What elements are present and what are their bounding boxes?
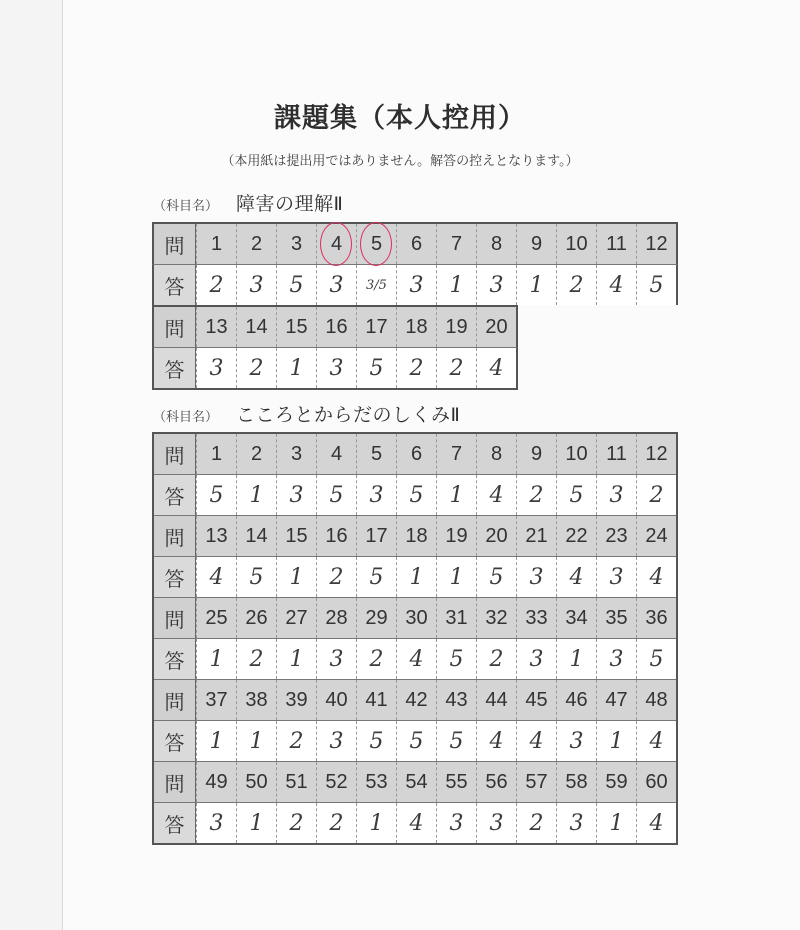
question-number: 34 [556, 598, 596, 638]
answer-value: 5 [276, 265, 316, 305]
question-number: 6 [396, 434, 436, 474]
answer-value: 1 [196, 639, 236, 679]
question-number: 35 [596, 598, 636, 638]
question-number: 52 [316, 762, 356, 802]
answer-value: 1 [396, 557, 436, 597]
answer-value: 4 [396, 639, 436, 679]
question-number: 27 [276, 598, 316, 638]
answer-value: 4 [516, 721, 556, 761]
answer-value: 3 [556, 721, 596, 761]
question-number: 19 [436, 516, 476, 556]
answer-value: 2 [516, 475, 556, 515]
answer-value: 4 [636, 557, 676, 597]
question-number: 26 [236, 598, 276, 638]
question-number: 11 [596, 224, 636, 264]
subject-heading-1 [153, 189, 343, 215]
answer-value: 4 [636, 721, 676, 761]
question-number: 3 [276, 434, 316, 474]
question-number: 38 [236, 680, 276, 720]
question-number: 12 [636, 434, 676, 474]
answer-value: 3 [196, 348, 236, 388]
question-number: 51 [276, 762, 316, 802]
answer-value: 3/5 [356, 265, 396, 305]
answer-value: 5 [356, 721, 396, 761]
answer-table-2 [152, 432, 678, 845]
answer-value: 4 [196, 557, 236, 597]
question-header: 問 [154, 680, 196, 720]
question-number: 9 [516, 434, 556, 474]
answer-value: 5 [636, 639, 676, 679]
subject-name: こころとからだのしくみⅡ [236, 404, 461, 426]
question-number: 40 [316, 680, 356, 720]
question-number: 46 [556, 680, 596, 720]
question-number: 11 [596, 434, 636, 474]
answer-value: 3 [316, 265, 356, 305]
question-number: 20 [476, 516, 516, 556]
answer-header: 答 [154, 721, 196, 761]
question-number: 60 [636, 762, 676, 802]
answer-header: 答 [154, 475, 196, 515]
question-header: 問 [154, 307, 196, 347]
answer-value: 1 [356, 803, 396, 843]
question-number: 8 [476, 434, 516, 474]
answer-value: 3 [236, 265, 276, 305]
answer-value: 1 [556, 639, 596, 679]
question-number: 24 [636, 516, 676, 556]
answer-value: 3 [196, 803, 236, 843]
question-number: 16 [316, 516, 356, 556]
question-number: 19 [436, 307, 476, 347]
answer-value: 1 [236, 803, 276, 843]
answer-value: 5 [476, 557, 516, 597]
question-number: 4 [316, 434, 356, 474]
answer-value: 3 [356, 475, 396, 515]
answer-header: 答 [154, 348, 196, 388]
answer-value: 5 [636, 265, 676, 305]
answer-value: 3 [596, 557, 636, 597]
answer-value: 4 [476, 475, 516, 515]
answer-value: 2 [236, 639, 276, 679]
answer-header: 答 [154, 803, 196, 843]
answer-value: 2 [316, 803, 356, 843]
answer-row [154, 638, 676, 679]
answer-value: 4 [636, 803, 676, 843]
answer-value: 3 [596, 639, 636, 679]
question-header: 問 [154, 516, 196, 556]
answer-value: 1 [596, 803, 636, 843]
answer-value: 5 [356, 557, 396, 597]
question-number: 58 [556, 762, 596, 802]
answer-value: 3 [396, 265, 436, 305]
answer-row [154, 474, 676, 515]
question-number: 25 [196, 598, 236, 638]
question-header: 問 [154, 434, 196, 474]
question-number: 15 [276, 516, 316, 556]
question-number: 22 [556, 516, 596, 556]
question-number: 44 [476, 680, 516, 720]
question-number: 48 [636, 680, 676, 720]
answer-value: 5 [396, 475, 436, 515]
question-number: 31 [436, 598, 476, 638]
question-number: 39 [276, 680, 316, 720]
question-number: 21 [516, 516, 556, 556]
question-number: 29 [356, 598, 396, 638]
question-number: 10 [556, 434, 596, 474]
question-number: 2 [236, 224, 276, 264]
question-number-row [154, 679, 676, 720]
question-number: 43 [436, 680, 476, 720]
question-number: 2 [236, 434, 276, 474]
answer-value: 1 [236, 475, 276, 515]
question-number: 47 [596, 680, 636, 720]
question-number: 30 [396, 598, 436, 638]
answer-value: 3 [596, 475, 636, 515]
subject-name: 障害の理解Ⅱ [236, 193, 344, 215]
answer-value: 2 [516, 803, 556, 843]
answer-value: 3 [276, 475, 316, 515]
answer-value: 1 [276, 639, 316, 679]
answer-value: 5 [556, 475, 596, 515]
answer-value: 2 [636, 475, 676, 515]
subject-heading-2 [153, 400, 460, 426]
answer-value: 2 [276, 721, 316, 761]
answer-value: 5 [196, 475, 236, 515]
answer-value: 2 [476, 639, 516, 679]
answer-row [152, 264, 678, 305]
question-number: 54 [396, 762, 436, 802]
question-number-row [152, 305, 518, 347]
question-number-row [154, 597, 676, 638]
question-number: 4 [316, 224, 356, 264]
question-number-row [154, 515, 676, 556]
answer-value: 4 [476, 721, 516, 761]
answer-value: 1 [436, 557, 476, 597]
question-number: 5 [356, 224, 396, 264]
page-subtitle: （本用紙は提出用ではありません。解答の控えとなります。） [221, 154, 579, 169]
answer-value: 3 [476, 803, 516, 843]
question-number: 17 [356, 307, 396, 347]
answer-value: 3 [476, 265, 516, 305]
question-number: 7 [436, 224, 476, 264]
question-number: 5 [356, 434, 396, 474]
question-number: 57 [516, 762, 556, 802]
answer-value: 3 [516, 639, 556, 679]
question-number: 41 [356, 680, 396, 720]
question-number: 50 [236, 762, 276, 802]
answer-table-1 [152, 222, 678, 390]
answer-value: 2 [316, 557, 356, 597]
question-number: 8 [476, 224, 516, 264]
answer-value: 3 [556, 803, 596, 843]
question-number-row [152, 222, 678, 264]
answer-value: 2 [196, 265, 236, 305]
question-number: 59 [596, 762, 636, 802]
question-number: 56 [476, 762, 516, 802]
answer-row [154, 556, 676, 597]
question-number: 1 [196, 434, 236, 474]
answer-value: 1 [236, 721, 276, 761]
question-number: 32 [476, 598, 516, 638]
answer-value: 1 [436, 265, 476, 305]
question-header: 問 [154, 598, 196, 638]
answer-value: 3 [436, 803, 476, 843]
answer-value: 4 [596, 265, 636, 305]
subject-label: （科目名） [153, 199, 219, 214]
question-number: 13 [196, 307, 236, 347]
question-number: 15 [276, 307, 316, 347]
question-number: 3 [276, 224, 316, 264]
question-number: 13 [196, 516, 236, 556]
answer-value: 5 [436, 639, 476, 679]
answer-row [152, 347, 518, 390]
question-number: 45 [516, 680, 556, 720]
question-number: 7 [436, 434, 476, 474]
question-header: 問 [154, 762, 196, 802]
answer-value: 1 [276, 557, 316, 597]
answer-value: 2 [276, 803, 316, 843]
question-number: 18 [396, 307, 436, 347]
answer-value: 5 [316, 475, 356, 515]
answer-value: 2 [436, 348, 476, 388]
page-title: 課題集（本人控用） [274, 103, 526, 134]
answer-value: 4 [476, 348, 516, 388]
question-number: 55 [436, 762, 476, 802]
answer-value: 5 [356, 348, 396, 388]
question-number: 17 [356, 516, 396, 556]
answer-value: 4 [396, 803, 436, 843]
answer-value: 5 [236, 557, 276, 597]
question-number: 6 [396, 224, 436, 264]
answer-value: 5 [436, 721, 476, 761]
question-number: 42 [396, 680, 436, 720]
question-number: 14 [236, 516, 276, 556]
answer-header: 答 [154, 639, 196, 679]
answer-row [154, 802, 676, 843]
answer-value: 4 [556, 557, 596, 597]
question-number: 33 [516, 598, 556, 638]
answer-value: 5 [396, 721, 436, 761]
subject-label: （科目名） [153, 410, 219, 425]
answer-value: 2 [556, 265, 596, 305]
question-number: 53 [356, 762, 396, 802]
answer-value: 1 [596, 721, 636, 761]
question-number: 1 [196, 224, 236, 264]
question-number: 23 [596, 516, 636, 556]
question-number: 10 [556, 224, 596, 264]
question-number: 18 [396, 516, 436, 556]
answer-value: 2 [356, 639, 396, 679]
answer-value: 2 [236, 348, 276, 388]
answer-row [154, 720, 676, 761]
question-number: 20 [476, 307, 516, 347]
answer-header: 答 [154, 557, 196, 597]
question-number: 28 [316, 598, 356, 638]
answer-value: 3 [316, 348, 356, 388]
question-header: 問 [154, 224, 196, 264]
question-number-row [154, 761, 676, 802]
question-number: 49 [196, 762, 236, 802]
answer-value: 1 [436, 475, 476, 515]
question-number: 9 [516, 224, 556, 264]
answer-value: 1 [196, 721, 236, 761]
answer-value: 2 [396, 348, 436, 388]
answer-header: 答 [154, 265, 196, 305]
answer-value: 1 [276, 348, 316, 388]
question-number: 36 [636, 598, 676, 638]
question-number: 14 [236, 307, 276, 347]
question-number: 12 [636, 224, 676, 264]
question-number: 37 [196, 680, 236, 720]
question-number-row [154, 434, 676, 474]
answer-value: 3 [516, 557, 556, 597]
question-number: 16 [316, 307, 356, 347]
answer-value: 3 [316, 639, 356, 679]
answer-value: 3 [316, 721, 356, 761]
answer-value: 1 [516, 265, 556, 305]
